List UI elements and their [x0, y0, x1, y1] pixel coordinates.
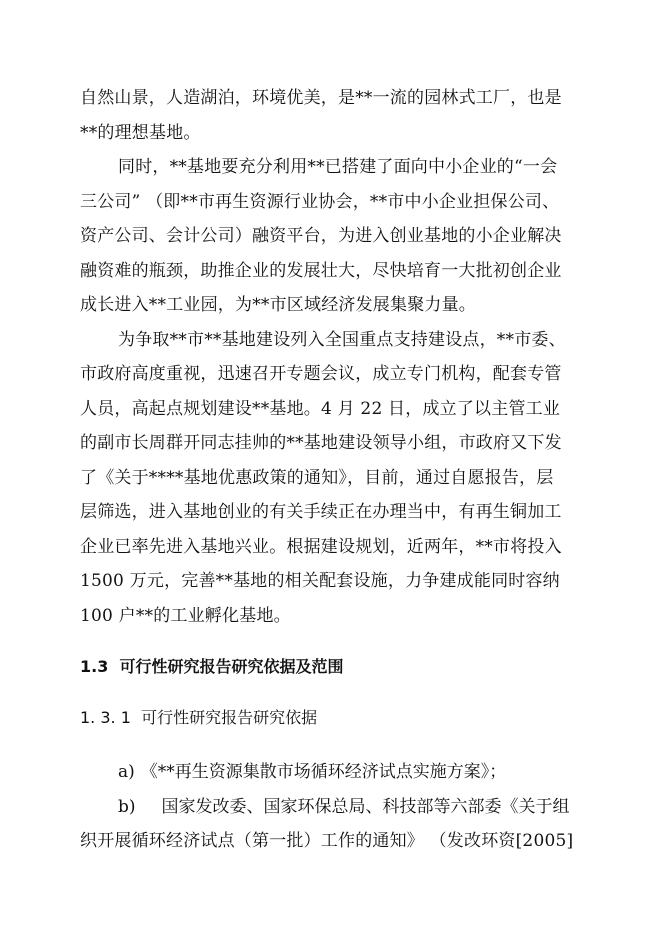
item-marker: b): [118, 797, 136, 817]
subsection-number: 1. 3. 1: [80, 708, 131, 727]
basis-item-b: [118, 795, 582, 819]
item-text: 《**再生资源集散市场循环经济试点实施方案》；: [140, 762, 507, 782]
paragraph-2-line-4: 融资难的瓶颈，助推企业的发展壮大，尽快培育一大批初创企业: [80, 261, 562, 281]
paragraph-1-line-2: **的理想基地。: [80, 123, 201, 143]
item-marker: a): [118, 762, 135, 782]
item-text: 国家发改委、国家环保总局、科技部等六部委《关于组: [161, 797, 570, 817]
section-heading-1-3: [80, 655, 344, 679]
paragraph-3-line-9: 100 户**的工业孵化基地。: [80, 606, 291, 626]
basis-item-a: [118, 760, 582, 784]
paragraph-3-line-7: 企业已率先进入基地兴业。根据建设规划，近两年，**市将投入: [80, 537, 562, 557]
paragraph-3-line-2: 市政府高度重视，迅速召开专题会议，成立专门机构，配套专管: [80, 364, 562, 384]
paragraph-2-line-3: 资产公司、会计公司）融资平台，为进入创业基地的小企业解决: [80, 226, 562, 246]
paragraph-1-line-1: 自然山景，人造湖泊，环境优美，是**一流的园林式工厂，也是: [80, 88, 562, 108]
paragraph-2-line-2: 三公司” （即**市再生资源行业协会，**市中小企业担保公司、: [80, 192, 560, 212]
section-number: 1.3: [80, 657, 109, 676]
paragraph-3-line-8: 1500 万元，完善**基地的相关配套设施，力争建成能同时容纳: [80, 571, 560, 591]
paragraph-2-line-5: 成长进入**工业园，为**市区域经济发展集聚力量。: [80, 295, 476, 315]
section-title: 可行性研究报告研究依据及范围: [119, 657, 344, 676]
paragraph-3-line-5: 了《关于****基地优惠政策的通知》，目前，通过自愿报告，层: [80, 468, 554, 488]
subsection-title: 可行性研究报告研究依据: [141, 708, 318, 727]
paragraph-3-line-4: 的副市长周群开同志挂帅的**基地建设领导小组，市政府又下发: [80, 433, 562, 453]
section-heading-1-3-1: [80, 706, 317, 730]
paragraph-3-line-6: 层筛选，进入基地创业的有关手续正在办理当中，有再生铜加工: [80, 502, 562, 522]
paragraph-3-line-3: 人员，高起点规划建设**基地。4 月 22 日，成立了以主管工业: [80, 399, 561, 419]
paragraph-2-line-1: 同时，**基地要充分利用**已搭建了面向中小企业的“一会: [118, 157, 558, 177]
basis-item-b-line-2: 织开展循环经济试点（第一批）工作的通知》 （发改环资[2005]: [80, 831, 574, 851]
paragraph-3-line-1: 为争取**市**基地建设列入全国重点支持建设点，**市委、: [118, 330, 566, 350]
